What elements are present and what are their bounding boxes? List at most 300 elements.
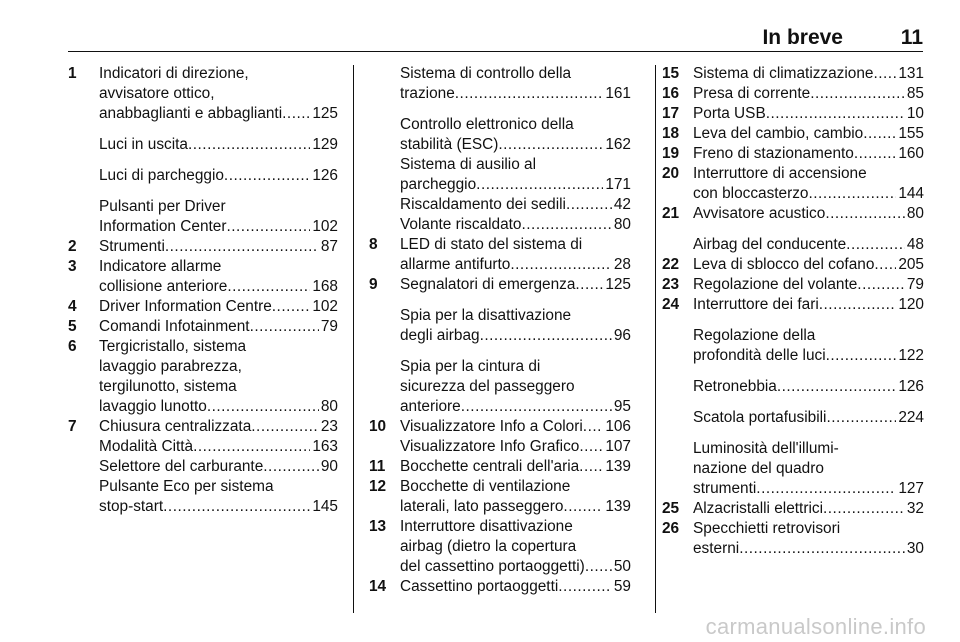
dot-leader [873,64,896,84]
entry-reference-line [400,84,631,104]
entry-text [400,155,631,195]
index-entry [662,439,924,499]
entry-number: 22 [662,256,680,273]
page-reference: 144 [898,185,924,202]
dot-leader [579,457,603,477]
page-reference: 80 [906,205,924,222]
page-title: In breve [762,26,843,49]
entry-line: Spia per la disattivazione [400,307,572,324]
page-reference: 125 [312,105,338,122]
entry-text [99,477,338,517]
dot-leader [825,204,905,224]
entry-line: tergilunotto, sistema [99,378,237,395]
entry-text [400,275,631,295]
entry-number: 20 [662,165,680,182]
index-entry [369,517,631,577]
page-reference: 120 [898,296,924,313]
entry-reference-line [693,124,924,144]
entry-label: Interruttore dei fari [693,296,819,313]
entry-reference-line [693,479,924,499]
index-entry [369,275,631,295]
column-divider [655,65,656,613]
entry-label: Volante riscaldato [400,216,522,233]
index-entry [662,64,924,84]
entry-label: trazione [400,85,455,102]
entry-line: sicurezza del passeggero [400,378,575,395]
dot-leader [739,539,905,559]
index-entry [369,457,631,477]
page-number: 11 [900,26,923,49]
entry-line: Sistema di ausilio al [400,156,537,173]
index-entry [68,237,338,257]
entry-label: allarme antifurto [400,256,511,273]
index-entry [68,297,338,317]
entry-line: Interruttore disattivazione [400,518,573,535]
entry-label: stabilità (ESC) [400,136,499,153]
index-column-1 [68,64,338,517]
entry-number: 25 [662,500,680,517]
entry-text [693,104,924,124]
page-reference: 50 [613,558,631,575]
entry-text [99,166,338,186]
entry-number: 10 [369,418,387,435]
entry-text [693,164,924,204]
entry-spacer [369,104,631,115]
entry-reference-line [99,317,338,337]
entry-label: Segnalatori di emergenza [400,276,576,293]
entry-line: Interruttore di accensione [693,165,867,182]
entry-line: Sistema di controllo della [400,65,572,82]
entry-text [99,197,338,237]
entry-line: Luminosità dell'illumi- [693,440,839,457]
page-reference: 102 [312,218,338,235]
entry-label: Freno di stazionamento [693,145,854,162]
entry-number: 7 [68,418,77,435]
page-reference: 85 [906,85,924,102]
entry-label: Visualizzatore Info Grafico [400,438,580,455]
entry-text [400,437,631,457]
entry-text [693,124,924,144]
page-reference: 129 [312,136,338,153]
index-entry [662,235,924,255]
entry-reference-line [99,417,338,437]
entry-spacer [662,224,924,235]
entry-text [99,297,338,317]
page-reference: 23 [320,418,338,435]
entry-label: Retronebbia [693,378,777,395]
index-entry [369,155,631,195]
index-column-3 [662,64,924,559]
entry-reference-line [400,326,631,346]
entry-label: Modalità Città [99,438,194,455]
page-reference: 171 [605,176,631,193]
entry-reference-line [400,255,631,275]
entry-label: Sistema di climatizzazione [693,65,874,82]
entry-label: Presa di corrente [693,85,811,102]
entry-number: 23 [662,276,680,293]
entry-text [400,417,631,437]
entry-reference-line [693,144,924,164]
entry-number: 19 [662,145,680,162]
entry-label: parcheggio [400,176,477,193]
entry-label: Bocchette centrali dell'aria [400,458,580,475]
entry-line: LED di stato del sistema di [400,236,583,253]
entry-number: 14 [369,578,387,595]
entry-number: 15 [662,65,680,82]
dot-leader [558,577,612,597]
index-entry [662,275,924,295]
entry-reference-line [400,457,631,477]
entry-number: 9 [369,276,378,293]
page-reference: 126 [898,378,924,395]
index-entry [68,437,338,457]
page-reference: 102 [312,298,338,315]
index-entry [369,215,631,235]
entry-text [400,64,631,104]
index-entry [662,326,924,366]
entry-reference-line [400,417,631,437]
entry-line: lavaggio parabrezza, [99,358,242,375]
page-reference: 160 [898,145,924,162]
entry-spacer [662,397,924,408]
entry-text [99,457,338,477]
entry-number: 12 [369,478,387,495]
entry-label: collisione anteriore [99,278,228,295]
page-reference: 80 [320,398,338,415]
index-entry [369,195,631,215]
entry-text [99,317,338,337]
dot-leader [857,275,905,295]
dot-leader [193,437,310,457]
entry-reference-line [99,104,338,124]
entry-label: Porta USB [693,105,766,122]
entry-reference-line [400,397,631,417]
entry-line: airbag (dietro la copertura [400,538,577,555]
index-entry [662,408,924,428]
page-reference: 224 [898,409,924,426]
entry-text [400,577,631,597]
dot-leader [766,104,905,124]
page-reference: 59 [613,578,631,595]
index-entry [68,166,338,186]
entry-text [400,357,631,417]
page-reference: 42 [613,196,631,213]
dot-leader [476,175,603,195]
entry-label: Cassettino portaoggetti [400,578,559,595]
dot-leader [756,479,896,499]
entry-reference-line [99,166,338,186]
entry-reference-line [99,277,338,297]
index-entry [662,295,924,315]
index-entry [662,519,924,559]
index-entry [662,84,924,104]
dot-leader [563,497,603,517]
entry-text [400,477,631,517]
entry-text [99,135,338,155]
entry-reference-line [693,104,924,124]
entry-reference-line [693,275,924,295]
entry-spacer [369,346,631,357]
entry-text [693,519,924,559]
entry-number: 4 [68,298,77,315]
entry-label: Riscaldamento dei sedili [400,196,566,213]
entry-reference-line [400,275,631,295]
dot-leader [455,84,604,104]
entry-label: anteriore [400,398,461,415]
entry-spacer [662,315,924,326]
entry-line: Indicatore allarme [99,258,222,275]
entry-text [693,408,924,428]
entry-line: avvisatore ottico, [99,85,215,102]
entry-label: Airbag del conducente [693,236,847,253]
page-reference: 79 [320,318,338,335]
entry-label: Comandi Infotainment [99,318,250,335]
dot-leader [823,499,905,519]
dot-leader [809,184,897,204]
entry-text [99,64,338,124]
entry-text [693,144,924,164]
entry-label: Avvisatore acustico [693,205,826,222]
page-reference: 168 [312,278,338,295]
entry-text [99,417,338,437]
entry-number: 5 [68,318,77,335]
index-entry [369,115,631,155]
entry-reference-line [693,184,924,204]
watermark: carmanualsonline.info [705,614,926,639]
entry-number: 24 [662,296,680,313]
page-reference: 122 [898,347,924,364]
page-reference: 205 [898,256,924,273]
entry-text [693,204,924,224]
index-entry [68,417,338,437]
dot-leader [163,497,310,517]
header-divider [68,51,923,52]
entry-reference-line [400,135,631,155]
entry-spacer [662,428,924,439]
entry-text [693,377,924,397]
entry-reference-line [400,577,631,597]
entry-reference-line [693,499,924,519]
index-entry [369,357,631,417]
dot-leader [226,217,310,237]
index-entry [369,477,631,517]
entry-line: nazione del quadro [693,460,824,477]
entry-line: Bocchette di ventilazione [400,478,571,495]
index-entry [662,204,924,224]
index-entry [369,417,631,437]
index-entry [369,437,631,457]
page-reference: 95 [613,398,631,415]
entry-text [400,215,631,235]
page-reference: 96 [613,327,631,344]
index-entry [68,457,338,477]
entry-number: 13 [369,518,387,535]
index-entry [662,499,924,519]
entry-text [99,337,338,417]
entry-spacer [68,186,338,197]
entry-number: 21 [662,205,680,222]
entry-reference-line [400,557,631,577]
dot-leader [575,275,603,295]
dot-leader [251,417,319,437]
dot-leader [272,297,311,317]
index-entry [662,104,924,124]
entry-line: Indicatori di direzione, [99,65,249,82]
entry-line: Specchietti retrovisori [693,520,841,537]
dot-leader [854,144,896,164]
dot-leader [510,255,612,275]
entry-label: degli airbag [400,327,480,344]
entry-spacer [68,124,338,135]
entry-reference-line [693,235,924,255]
page-reference: 28 [613,256,631,273]
entry-label: profondità delle luci [693,347,826,364]
entry-label: esterni [693,540,740,557]
entry-label: Luci di parcheggio [99,167,224,184]
entry-number: 17 [662,105,680,122]
entry-text [693,499,924,519]
index-entry [369,64,631,104]
page-reference: 79 [906,276,924,293]
entry-number: 6 [68,338,77,355]
index-column-2 [369,64,631,597]
entry-label: lavaggio lunotto [99,398,207,415]
index-entry [369,306,631,346]
dot-leader [207,397,319,417]
entry-line: Pulsanti per Driver [99,198,226,215]
dot-leader [819,295,897,315]
dot-leader [250,317,319,337]
entry-reference-line [693,204,924,224]
page-reference: 139 [605,498,631,515]
page-reference: 107 [605,438,631,455]
dot-leader [224,166,310,186]
page-reference: 80 [613,216,631,233]
index-entry [369,577,631,597]
page-reference: 145 [312,498,338,515]
dot-leader [810,84,905,104]
entry-number: 26 [662,520,680,537]
index-entry [662,164,924,204]
entry-text [400,517,631,577]
page-reference: 30 [906,540,924,557]
entry-number: 11 [369,458,386,475]
entry-label: Regolazione del volante [693,276,858,293]
page-reference: 32 [906,500,924,517]
entry-reference-line [99,457,338,477]
page-reference: 87 [320,238,338,255]
entry-number: 16 [662,85,680,102]
entry-reference-line [400,437,631,457]
entry-reference-line [693,408,924,428]
index-entry [369,235,631,275]
entry-label: del cassettino portaoggetti) [400,558,585,575]
entry-line: Pulsante Eco per sistema [99,478,274,495]
entry-spacer [369,295,631,306]
dot-leader [263,457,319,477]
entry-label: Scatola portafusibili [693,409,827,426]
index-entry [662,144,924,164]
dot-leader [826,346,897,366]
entry-label: Driver Information Centre [99,298,272,315]
entry-reference-line [400,195,631,215]
entry-spacer [68,155,338,166]
entry-text [400,195,631,215]
page-reference: 161 [605,85,631,102]
entry-reference-line [693,84,924,104]
entry-number: 18 [662,125,680,142]
dot-leader [846,235,905,255]
entry-label: Visualizzatore Info a Colori [400,418,583,435]
page-reference: 163 [312,438,338,455]
entry-label: laterali, lato passeggero [400,498,564,515]
entry-reference-line [400,497,631,517]
entry-label: Chiusura centralizzata [99,418,252,435]
entry-reference-line [693,255,924,275]
entry-text [99,237,338,257]
dot-leader [165,237,319,257]
dot-leader [227,277,310,297]
entry-reference-line [693,64,924,84]
page-reference: 10 [906,105,924,122]
entry-line: Regolazione della [693,327,816,344]
dot-leader [480,326,612,346]
index-entry [68,135,338,155]
entry-label: Strumenti [99,238,165,255]
entry-line: Controllo elettronico della [400,116,574,133]
entry-line: Tergicristallo, sistema [99,338,247,355]
index-entry [662,124,924,144]
entry-text [99,437,338,457]
index-entry [662,255,924,275]
entry-number: 2 [68,238,77,255]
entry-reference-line [99,437,338,457]
index-entry [662,377,924,397]
dot-leader [777,377,896,397]
entry-reference-line [99,217,338,237]
dot-leader [874,255,896,275]
entry-label: Leva di sblocco del cofano [693,256,875,273]
entry-number: 1 [68,65,77,82]
entry-label: Information Center [99,218,227,235]
index-entry [68,337,338,417]
column-divider [353,65,354,613]
entry-text [693,64,924,84]
page-reference: 155 [898,125,924,142]
entry-text [693,255,924,275]
entry-reference-line [693,539,924,559]
page-reference: 125 [605,276,631,293]
dot-leader [583,417,604,437]
entry-reference-line [693,377,924,397]
entry-reference-line [400,175,631,195]
dot-leader [566,195,612,215]
entry-reference-line [693,295,924,315]
dot-leader [461,397,612,417]
dot-leader [498,135,603,155]
entry-number: 3 [68,258,77,275]
page-reference: 162 [605,136,631,153]
dot-leader [585,557,612,577]
index-entry [68,257,338,297]
entry-reference-line [400,215,631,235]
entry-text [400,306,631,346]
index-entry [68,477,338,517]
entry-reference-line [99,135,338,155]
index-entry [68,317,338,337]
entry-label: Luci in uscita [99,136,188,153]
entry-reference-line [99,237,338,257]
